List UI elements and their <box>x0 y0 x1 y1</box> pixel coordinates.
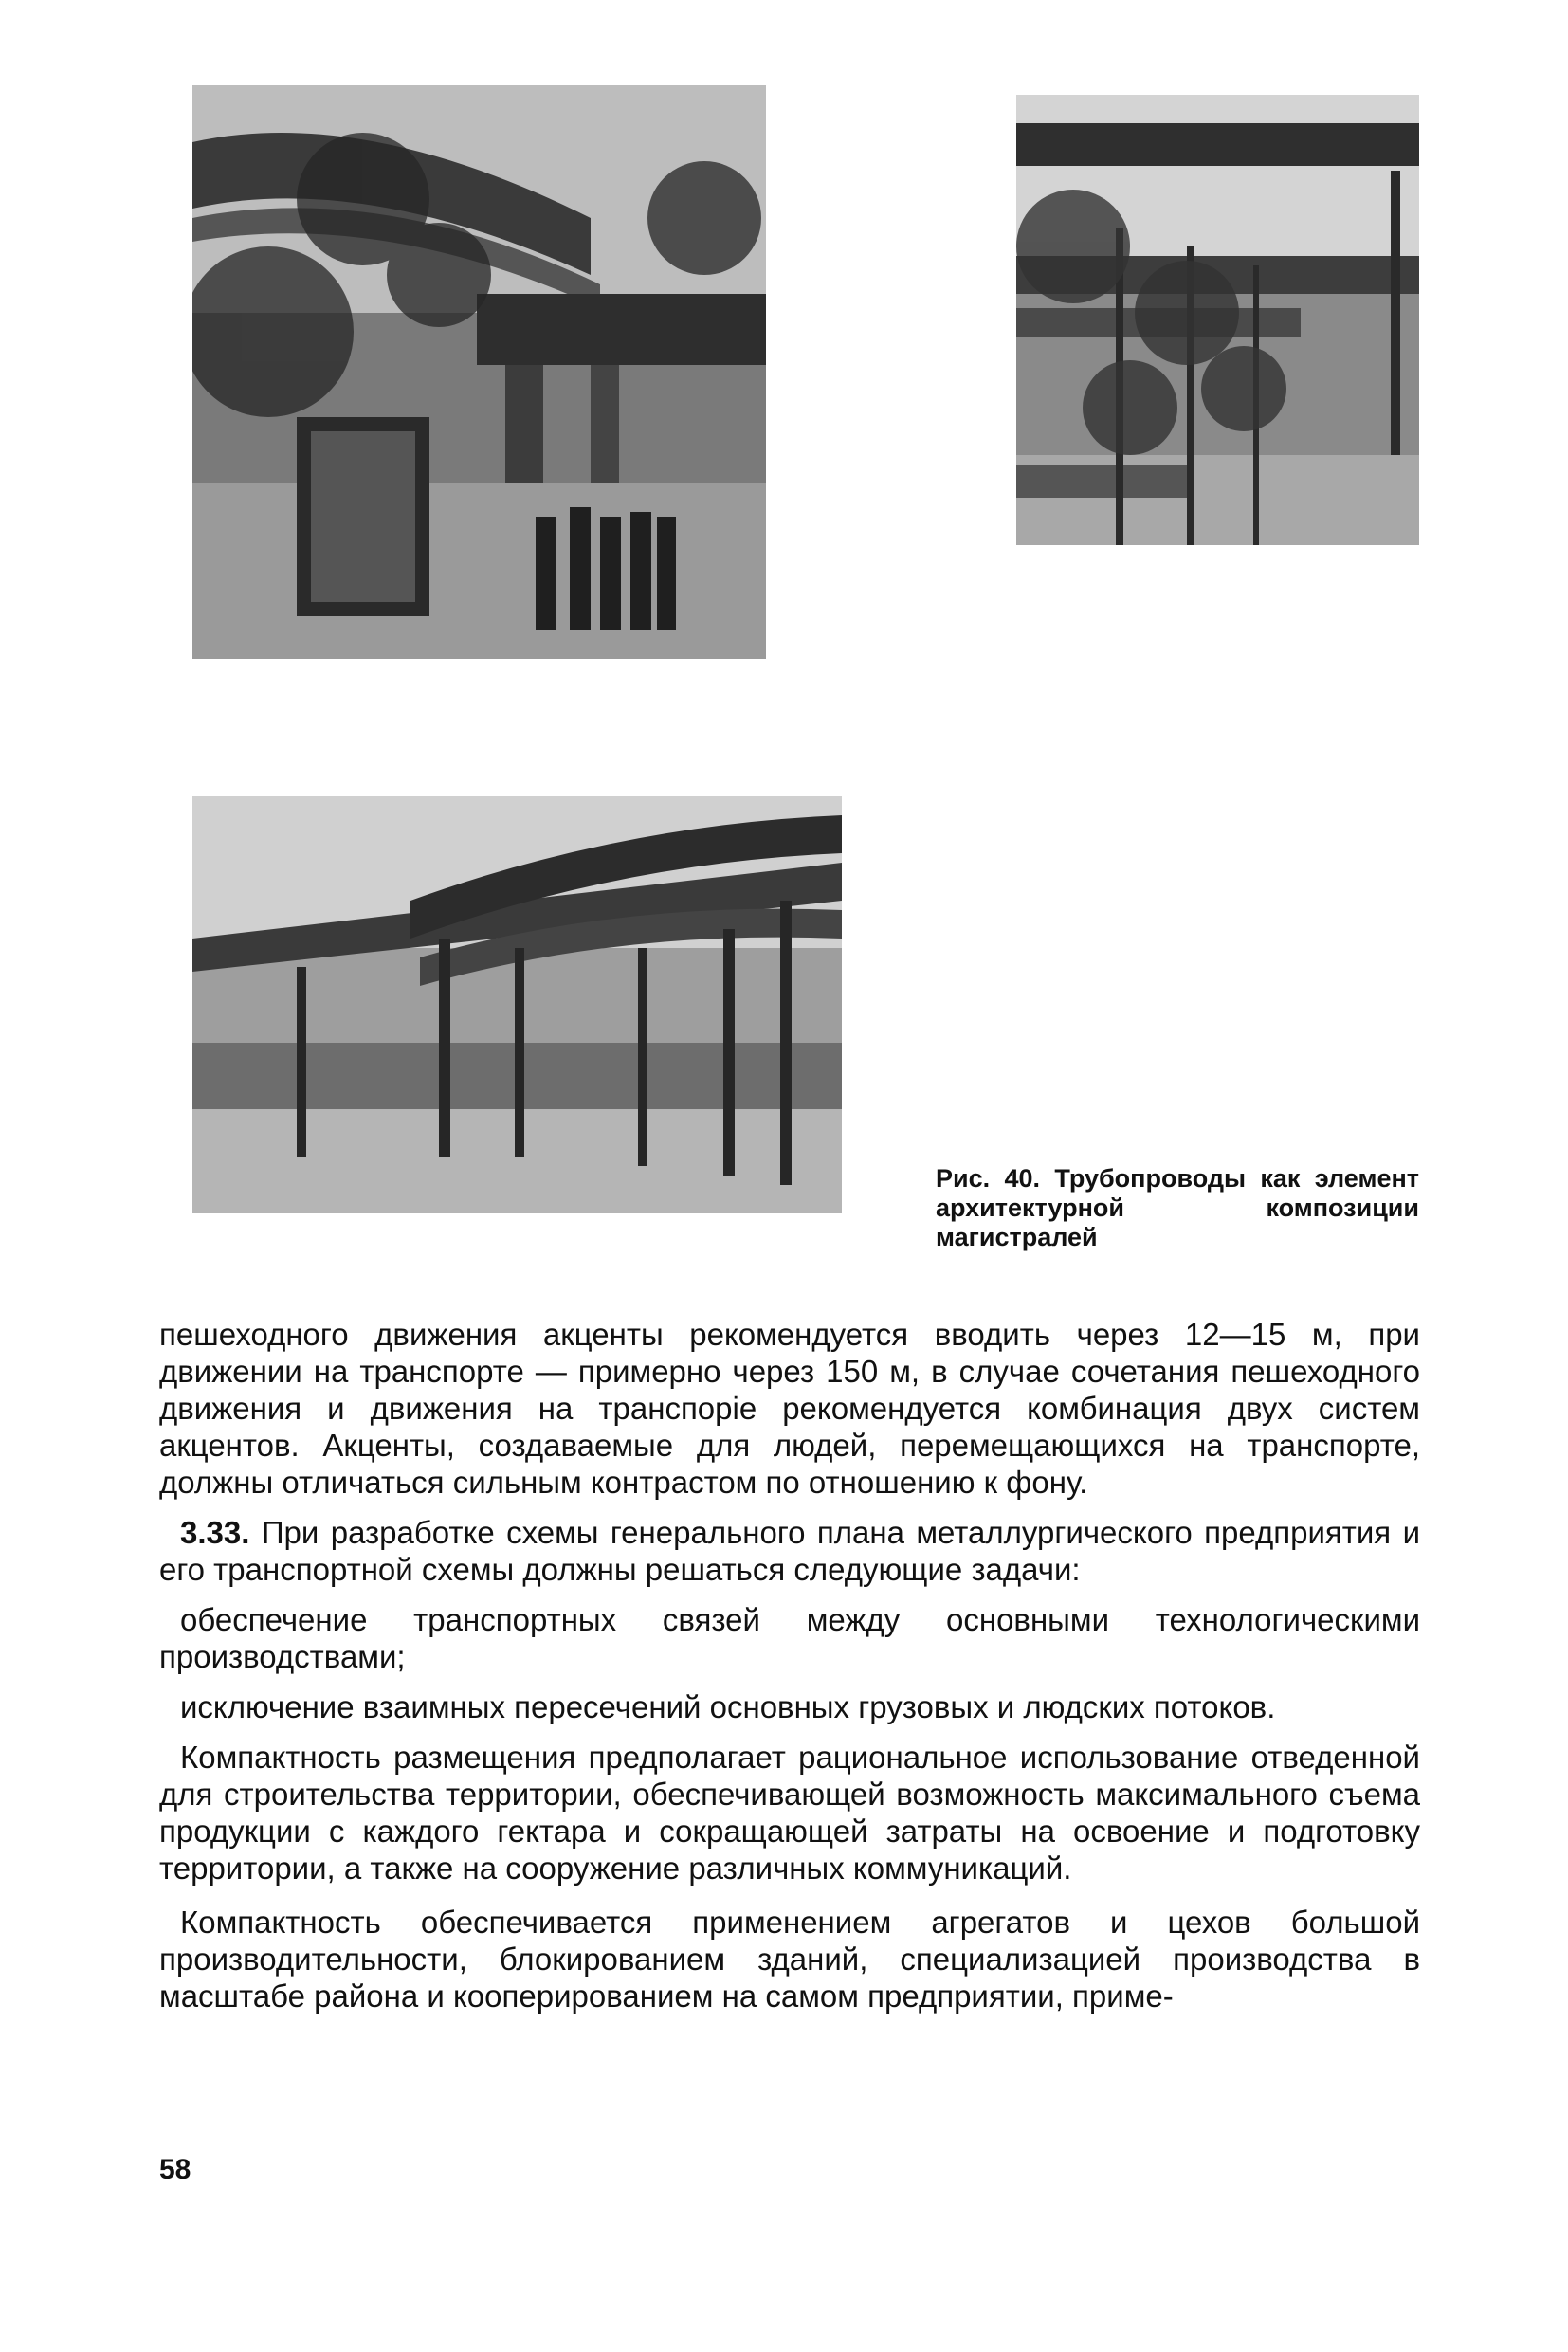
paragraph-compactness-2: Компактность обеспечивается применением агрегатов и цехов большой производительности, блокированием зданий, специализацией производства в масштабе района и кооперированием на самом предприятии, приме- <box>159 1905 1420 2014</box>
section-3-33 <box>159 1514 1420 1588</box>
photo-pedestrians-under-pipelines <box>192 85 766 659</box>
paragraph-compactness-1: Компактность размещения предполагает рациональное использование отведенной для строительства территории, обеспечивающей возможность максимального съема продукции с каждого гектара и сокращающей затраты на освоение и подготовку территории, а также на сооружение различных коммуникаций. <box>159 1740 1420 1886</box>
photo-3-graphic <box>192 796 842 1213</box>
photo-pipeline-gallery-with-trees <box>1016 95 1419 545</box>
photo-2-graphic <box>1016 95 1419 545</box>
section-text: При разработке схемы генерального плана металлургического предприятия и его транспортной схемы должны решаться следующие задачи: <box>159 1515 1420 1587</box>
task-item-2: исключение взаимных пересечений основных грузовых и людских потоков. <box>180 1689 1276 1724</box>
photo-pipeline-trestle-along-road <box>192 796 842 1213</box>
body-text <box>159 1316 1420 2015</box>
paragraph-continuation: пешеходного движения акценты рекомендуется вводить через 12—15 м, при движении на транспорте — примерно через 150 м, в случае сочетания пешеходного движения и движения на транспоріе рекомендуется комбинация двух систем акцентов. Акценты, создаваемые для людей, перемещающихся на транспорте, должны отличаться сильным контрастом по отношению к фону. <box>159 1317 1420 1500</box>
figure-caption-label: Рис. 40. <box>936 1164 1041 1193</box>
photo-1-graphic <box>192 85 766 659</box>
figure-caption-text: Трубопроводы как элемент архитектурной композиции магистралей <box>936 1164 1419 1251</box>
figure-caption <box>936 1164 1419 1252</box>
page-number: 58 <box>159 2154 191 2185</box>
task-item-1: обеспечение транспортных связей между основными технологическими производствами; <box>159 1602 1420 1674</box>
section-number: 3.33. <box>180 1515 250 1550</box>
